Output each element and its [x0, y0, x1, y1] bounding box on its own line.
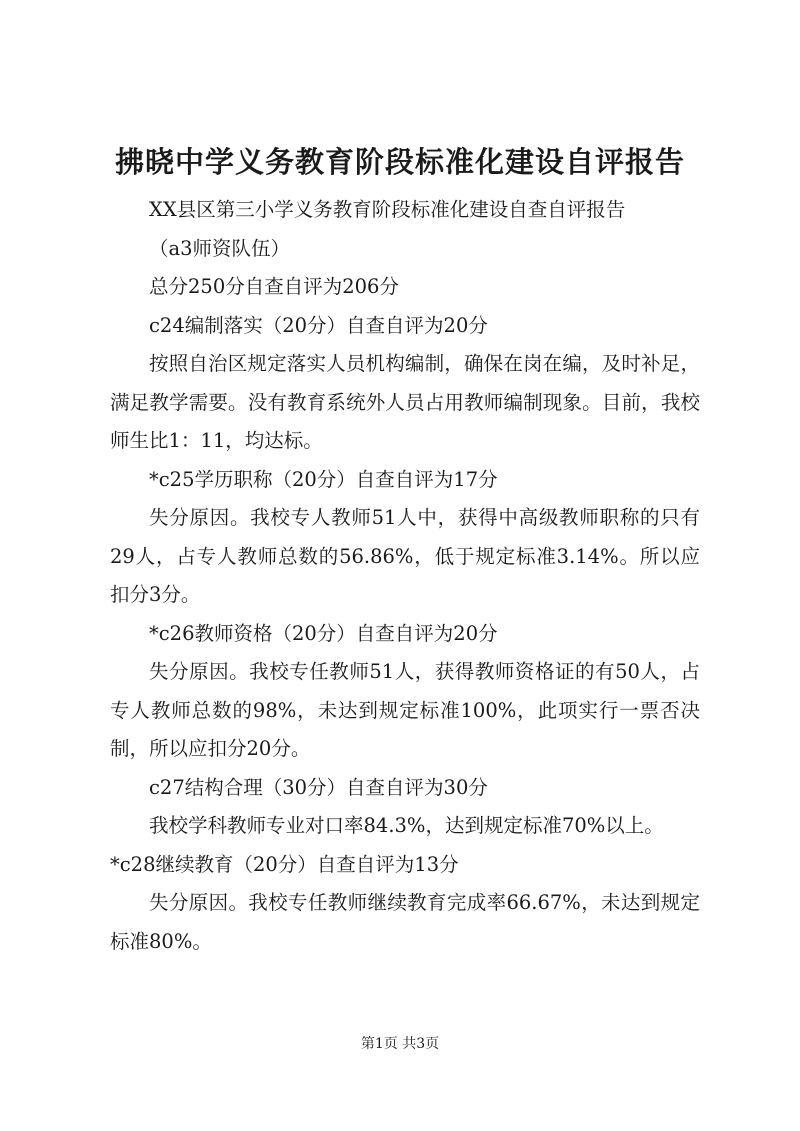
paragraph-total-score: 总分250分自查自评为206分	[149, 275, 399, 298]
paragraph-c27-body: 我校学科教师专业对口率84.3%，达到规定标准70%以上。	[149, 814, 664, 837]
document-title: 拂晓中学义务教育阶段标准化建设自评报告	[114, 145, 685, 179]
paragraph-c24-body: 按照自治区规定落实人员机构编制，确保在岗在编，及时补足，满足教学需要。没有教育系统外人员占用教师编制现象。目前，我校师生比1：11，均达标。	[110, 352, 700, 452]
paragraph-section: （a3师资队伍）	[149, 236, 291, 260]
paragraph-subtitle: XX县区第三小学义务教育阶段标准化建设自查自评报告	[149, 198, 626, 221]
paragraph-c26-heading: *c26教师资格（20分）自查自评为20分	[149, 621, 498, 645]
paragraph-c27-heading: c27结构合理（30分）自查自评为30分	[149, 775, 488, 799]
page-footer: 第1页 共3页	[360, 1036, 440, 1052]
paragraph-c25-body: 失分原因。我校专人教师51人中，获得中高级教师职称的只有29人，占专人教师总数的56.86%，低于规定标准3.14%。所以应扣分3分。	[110, 506, 700, 606]
paragraph-c28-heading: *c28继续教育（20分）自查自评为13分	[110, 852, 459, 876]
paragraph-c25-heading: *c25学历职称（20分）自查自评为17分	[149, 467, 498, 491]
document-body	[110, 191, 700, 961]
paragraph-c24-heading: c24编制落实（20分）自查自评为20分	[149, 313, 488, 337]
paragraph-c28-body: 失分原因。我校专任教师继续教育完成率66.67%，未达到规定标准80%。	[110, 891, 700, 953]
paragraph-c26-body: 失分原因。我校专任教师51人，获得教师资格证的有50人，占专人教师总数的98%，未达到规定标准100%，此项实行一票否决制，所以应扣分20分。	[110, 660, 700, 760]
